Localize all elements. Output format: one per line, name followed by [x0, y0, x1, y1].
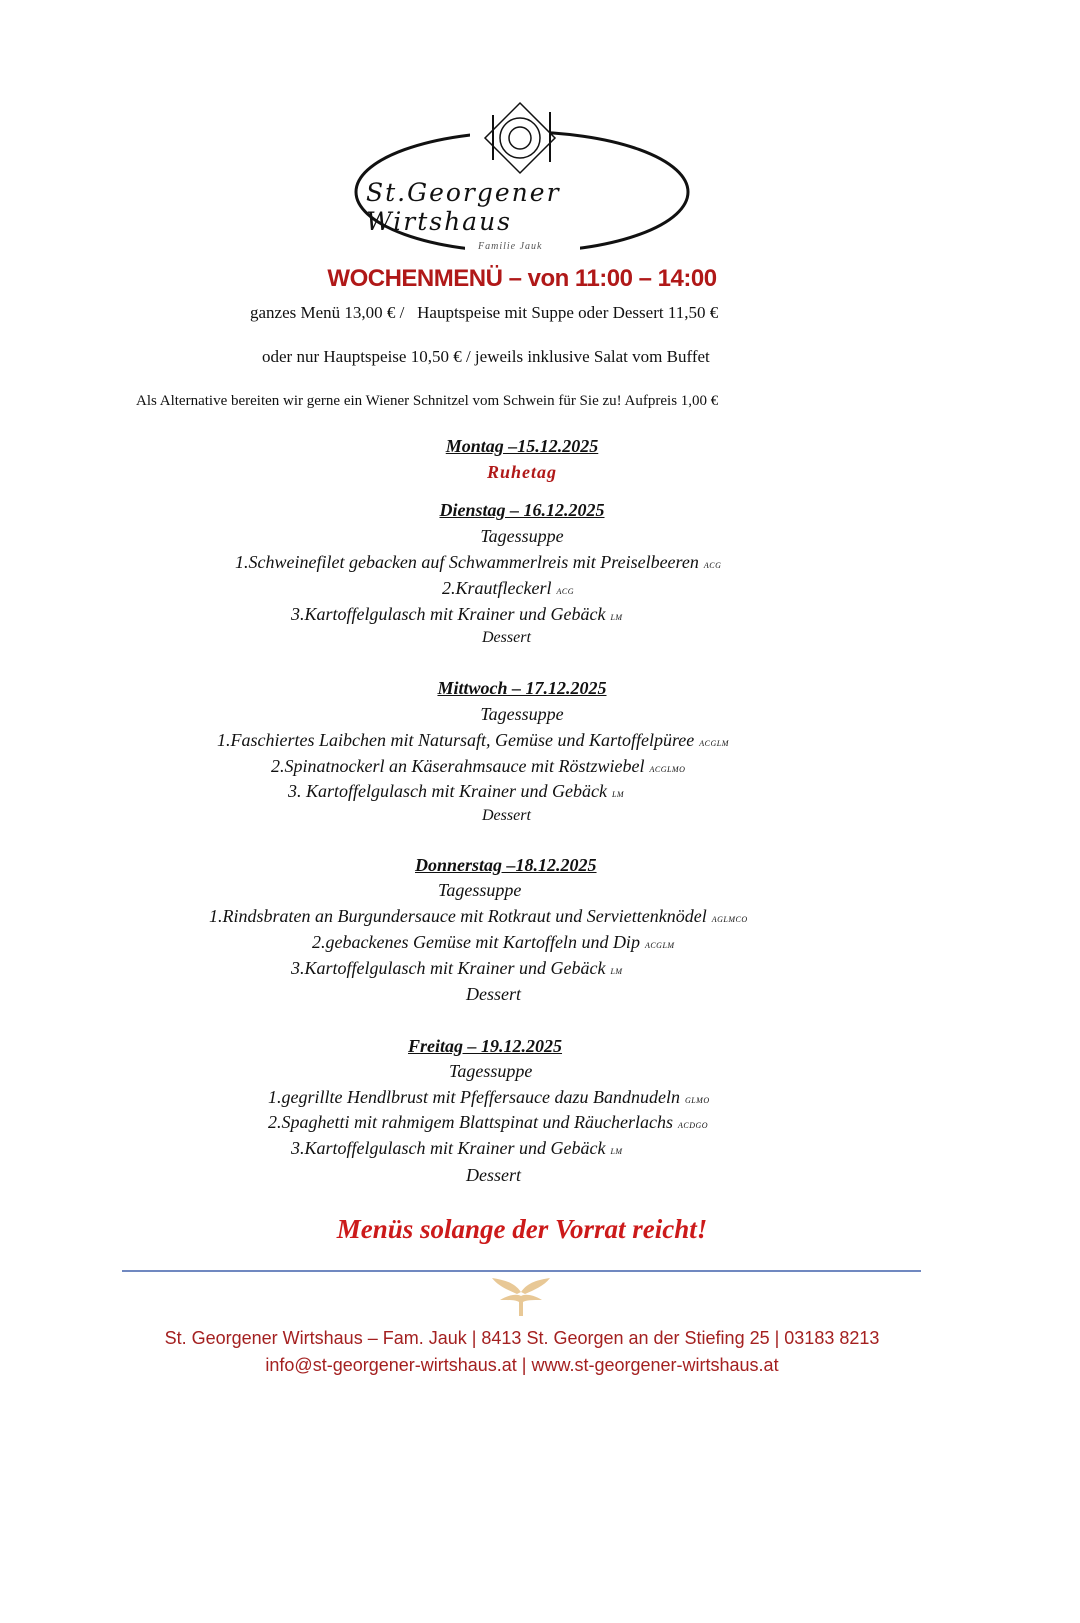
- day-heading-monday: Montag –15.12.2025: [445, 436, 599, 456]
- menu-item: [288, 782, 624, 800]
- allergens: glmo: [684, 1094, 710, 1106]
- menu-item-text: 1.gegrillte Hendlbrust mit Pfeffersauce dazu Bandnudeln: [268, 1087, 680, 1107]
- allergens: lm: [610, 965, 623, 977]
- day-heading-thursday: Donnerstag –18.12.2025: [415, 855, 597, 875]
- price-line-1: ganzes Menü 13,00 € / Hauptspeise mit Suppe oder Dessert 11,50 €: [250, 303, 719, 322]
- menu-item: [268, 1088, 710, 1106]
- menu-item: [271, 757, 685, 775]
- menu-item-text: 1.Schweinefilet gebacken auf Schwammerlreis mit Preiselbeeren: [235, 552, 699, 572]
- day-heading-wednesday: Mittwoch – 17.12.2025: [437, 678, 607, 698]
- allergens: acglmo: [649, 763, 686, 775]
- logo: [350, 100, 695, 260]
- allergens: lm: [610, 1145, 623, 1157]
- footer-contact: [0, 1356, 1044, 1374]
- menu-item-text: 2.gebackenes Gemüse mit Kartoffeln und Dip: [312, 932, 640, 952]
- dessert: Dessert: [482, 807, 531, 824]
- menu-item: [291, 1139, 623, 1157]
- allergens: acglm: [699, 737, 729, 749]
- day-heading-friday: Freitag – 19.12.2025: [408, 1036, 563, 1056]
- soup: Tagessuppe: [480, 704, 564, 724]
- menu-item-text: 2.Spinatnockerl an Käserahmsauce mit Röstzwiebel: [271, 756, 645, 776]
- menu-item-text: 3.Kartoffelgulasch mit Krainer und Gebäck: [291, 1138, 606, 1158]
- menu-item-text: 3.Kartoffelgulasch mit Krainer und Gebäck: [291, 604, 606, 624]
- menu-item: [291, 959, 623, 977]
- allergens: aglmco: [711, 913, 748, 925]
- allergens: acdgo: [677, 1119, 709, 1131]
- allergens: acglm: [644, 939, 675, 951]
- menu-item: [209, 907, 748, 925]
- menu-item-text: 2.Krautfleckerl: [442, 578, 552, 598]
- footer-address: St. Georgener Wirtshaus – Fam. Jauk | 8413 St. Georgen an der Stiefing 25 | 03183 8213: [164, 1328, 880, 1348]
- soup: Tagessuppe: [480, 526, 564, 546]
- soup: Tagessuppe: [438, 880, 522, 900]
- slogan: Menüs solange der Vorrat reicht!: [336, 1214, 708, 1244]
- menu-title: WOCHENMENÜ – von 11:00 – 14:00: [327, 265, 717, 292]
- leaf-icon: [490, 1274, 552, 1316]
- menu-item: [217, 731, 729, 749]
- menu-item: [268, 1113, 708, 1131]
- dessert: Dessert: [482, 629, 531, 646]
- day-note-monday: Ruhetag: [486, 462, 558, 482]
- allergens: lm: [611, 788, 625, 800]
- menu-item-text: 1.Rindsbraten an Burgundersauce mit Rotkraut und Serviettenknödel: [209, 906, 707, 926]
- allergens: acg: [556, 585, 574, 597]
- menu-item: [235, 553, 721, 571]
- day-heading-tuesday: Dienstag – 16.12.2025: [439, 500, 605, 520]
- menu-item: [312, 933, 675, 951]
- alternative-note: Als Alternative bereiten wir gerne ein Wiener Schnitzel vom Schwein für Sie zu! Aufpreis 1,00 €: [136, 393, 719, 409]
- footer-divider: [122, 1270, 921, 1272]
- menu-item-text: 3.Kartoffelgulasch mit Krainer und Gebäck: [291, 958, 606, 978]
- menu-item-text: 2.Spaghetti mit rahmigem Blattspinat und Räucherlachs: [268, 1112, 673, 1132]
- dessert: Dessert: [466, 984, 521, 1004]
- menu-item-text: 3. Kartoffelgulasch mit Krainer und Gebäck: [288, 781, 607, 801]
- dessert: Dessert: [466, 1165, 521, 1185]
- allergens: acg: [703, 559, 722, 571]
- price-line-2: oder nur Hauptspeise 10,50 € / jeweils inklusive Salat vom Buffet: [262, 347, 710, 366]
- menu-item-text: 1.Faschiertes Laibchen mit Natursaft, Gemüse und Kartoffelpüree: [217, 730, 695, 750]
- footer-contact-links[interactable]: info@st-georgener-wirtshaus.at | www.st-georgener-wirtshaus.at: [265, 1355, 779, 1375]
- soup: Tagessuppe: [449, 1061, 533, 1081]
- menu-item: [442, 579, 574, 597]
- menu-item: [291, 605, 623, 623]
- logo-name: St.Georgener Wirtshaus: [366, 178, 561, 236]
- allergens: lm: [610, 611, 623, 623]
- logo-subtitle: Familie Jauk: [478, 241, 543, 252]
